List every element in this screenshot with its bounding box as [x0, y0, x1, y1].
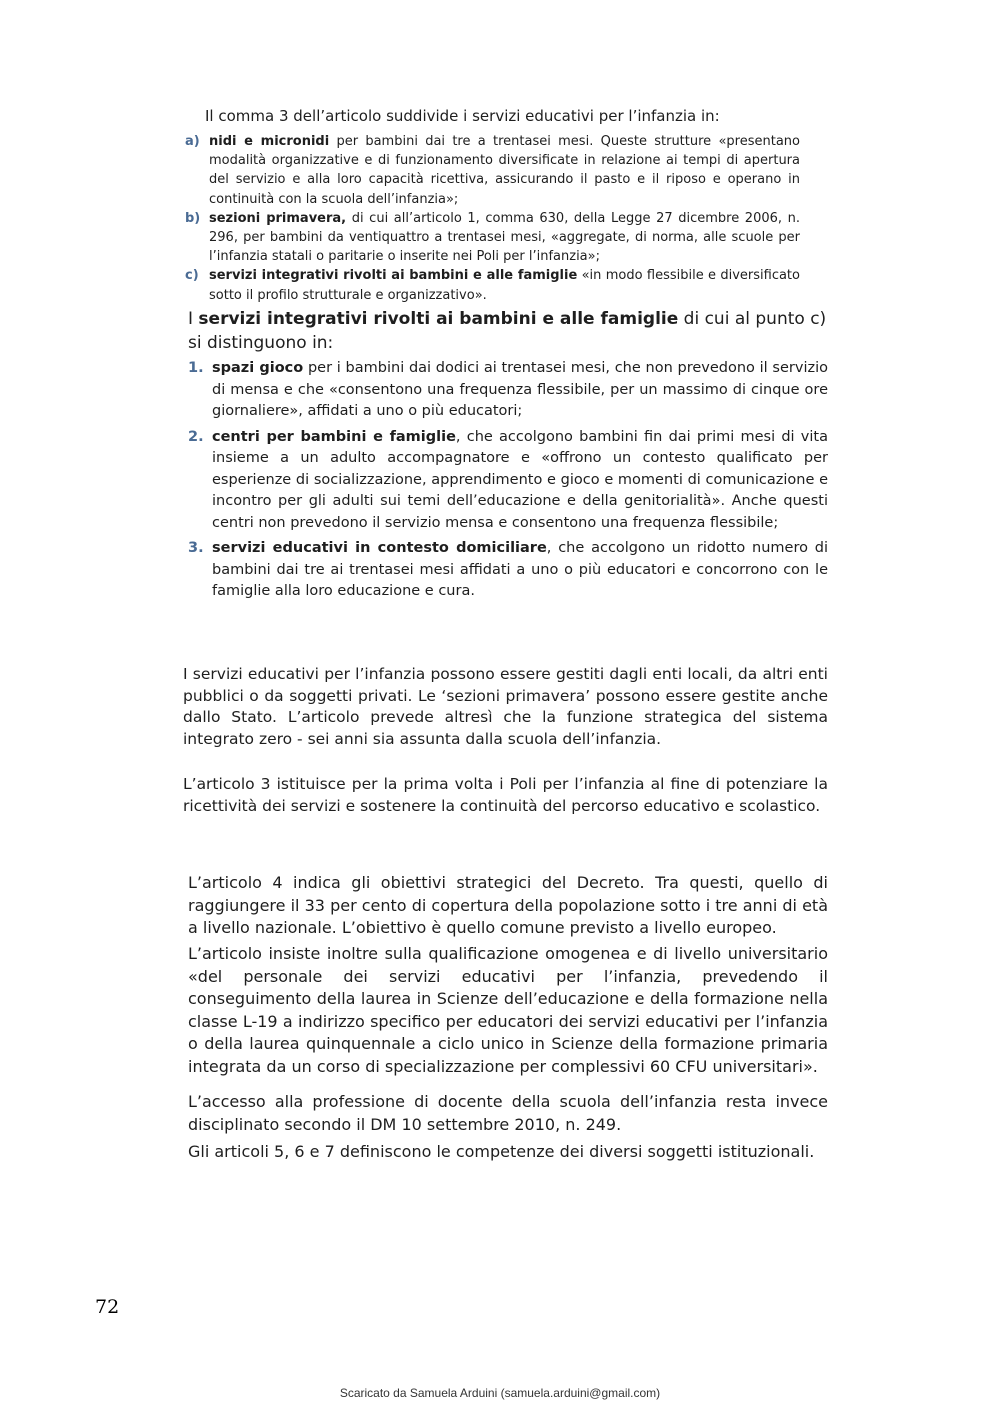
- list-marker: 1.: [188, 360, 204, 376]
- intro-line: Il comma 3 dell’articolo suddivide i servizi educativi per l’infanzia in:: [205, 107, 720, 125]
- list-item-text: , che accolgono bambini fin dai primi mesi di vita insieme a un adulto accompagnatore e «offrono un contesto qualificato per esperienze di socializzazione, apprendimento e gioco e momenti di comunicazione e incontro per gli adulti sui temi dell’educazione e della genitorialità». Anche questi centri non prevedono il servizio mensa e consentono una frequenza flessibile;: [212, 428, 828, 531]
- list-item-text: per i bambini dai dodici ai trentasei mesi, che non prevedono il servizio di mensa e che «consentono una frequenza flessibile, per un massimo di cinque ore giornaliere», affidati a uno o più educatori;: [212, 360, 828, 419]
- list-item-3: [188, 538, 828, 603]
- list-item-c: [185, 266, 800, 304]
- list-item-title: spazi gioco: [212, 360, 304, 376]
- paragraph-articles-5-6-7: Gli articoli 5, 6 e 7 definiscono le competenze dei diversi soggetti istituzionali.: [188, 1142, 815, 1161]
- integrative-services-list: [188, 358, 828, 607]
- list-item-1: [188, 358, 828, 423]
- paragraph-article-4: L’articolo 4 indica gli obiettivi strategici del Decreto. Tra questi, quello di raggiungere il 33 per cento di copertura della popolazione sotto i tre anni di età a livello nazionale. L’obiettivo è quello comune previsto a livello europeo.: [188, 873, 828, 937]
- list-marker: 2.: [188, 428, 204, 445]
- service-type-list: [185, 132, 800, 304]
- list-item-text: , che accolgono un ridotto numero di bambini dai tre ai trentasei mesi affidati a uno o più educatori e concorrono con le famiglie alla loro educazione e cura.: [212, 540, 828, 599]
- list-marker: a): [185, 134, 200, 149]
- list-item-a: [185, 132, 800, 209]
- list-item-title: servizi integrativi rivolti ai bambini e alle famiglie: [209, 268, 578, 284]
- paragraph-management: I servizi educativi per l’infanzia possono essere gestiti dagli enti locali, da altri enti pubblici o da soggetti privati. Le ‘sezioni primavera’ possono essere gestite anche dallo Stato. L’articolo prevede altresì che la funzione strategica del sistema integrato zero - sei anni sia assunta dalla scuola dell’infanzia.: [183, 665, 828, 748]
- list-item-text: di cui all’articolo 1, comma 630, della Legge 27 dicembre 2006, n. 296, per bambini da ventiquattro a trentasei mesi, «aggregate, di norma, alle scuole per l’infanzia statali o paritarie o inserite nei Poli per l’infanzia»;: [209, 210, 800, 265]
- list-item-title: nidi e micronidi: [209, 134, 330, 149]
- list-marker: b): [185, 210, 201, 226]
- page-number: 72: [95, 1296, 120, 1318]
- list-marker: 3.: [188, 540, 204, 556]
- integrative-services-intro: [188, 307, 828, 355]
- list-item-title: centri per bambini e famiglie: [212, 428, 456, 445]
- paragraph-article-3: L’articolo 3 istituisce per la prima volta i Poli per l’infanzia al fine di potenziare la ricettività dei servizi e sostenere la continuità del percorso educativo e scolastico.: [183, 775, 828, 815]
- paragraph-access: L’accesso alla professione di docente della scuola dell’infanzia resta invece disciplinato secondo il DM 10 settembre 2010, n. 249.: [188, 1092, 828, 1134]
- list-item-title: servizi educativi in contesto domiciliare: [212, 540, 547, 556]
- list-item-text: «in modo flessibile e diversificato sotto il profilo strutturale e organizzativo».: [209, 268, 800, 303]
- download-footer: Scaricato da Samuela Arduini (samuela.arduini@gmail.com): [339, 1386, 661, 1400]
- list-item-b: [185, 209, 800, 267]
- list-item-text: per bambini dai tre a trentasei mesi. Queste strutture «presentano modalità organizzative e di funzionamento diversificate in relazione ai tempi di apertura del servizio e alla loro capacità ricettiva, assicurando il pasto e il riposo e operano in continuità con la scuola dell’infanzia»;: [209, 134, 800, 207]
- paragraph-qualification: L’articolo insiste inoltre sulla qualificazione omogenea e di livello universitario «del personale dei servizi educativi per l’infanzia, prevedendo il conseguimento della laurea in Scienze dell’educazione e della formazione nella classe L-19 a indirizzo specifico per educatori dei servizi educativi per l’infanzia o della laurea quinquennale a ciclo unico in Scienze della formazione primaria integrata da un corso di specializzazione per complessivi 60 CFU universitari».: [188, 944, 828, 1076]
- list-item-title: sezioni primavera,: [209, 210, 347, 226]
- intro2-bold: servizi integrativi rivolti ai bambini e alle famiglie: [198, 309, 679, 329]
- intro2-pre: I: [188, 309, 199, 329]
- intro2-post: di cui al punto c) si distinguono in:: [188, 309, 827, 353]
- list-item-2: [188, 427, 828, 535]
- list-marker: c): [185, 268, 199, 284]
